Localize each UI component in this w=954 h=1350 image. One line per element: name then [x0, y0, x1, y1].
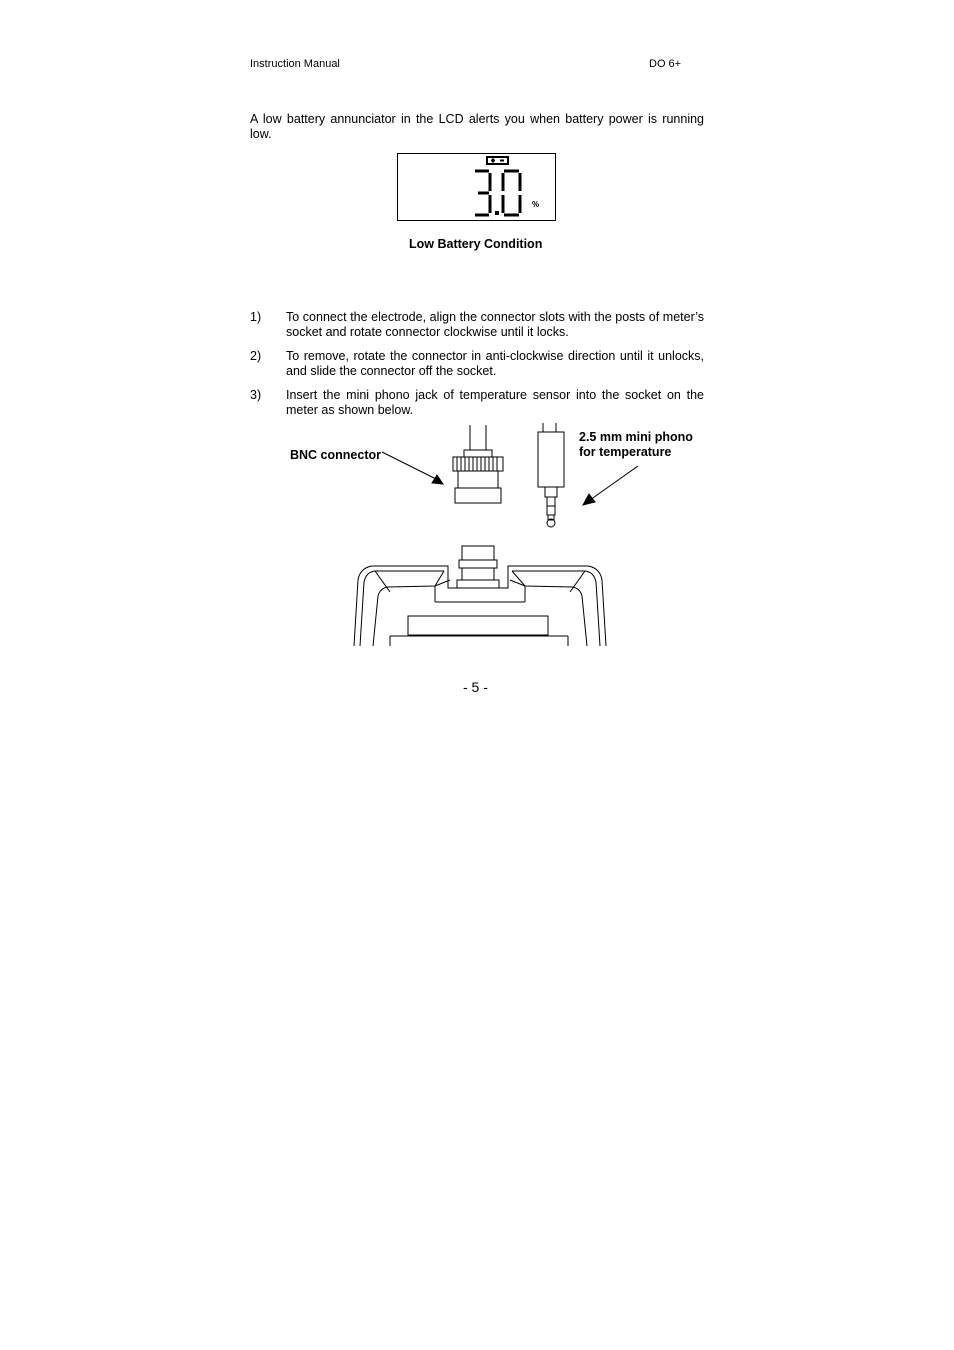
bnc-arrow — [382, 452, 443, 484]
step-text: To connect the electrode, align the connector slots with the posts of meter’s socket and rotate connector clockwise until it locks. — [286, 310, 704, 339]
step-number: 1) — [250, 310, 262, 324]
step-text: Insert the mini phono jack of temperature sensor into the socket on the meter as shown below. — [286, 388, 704, 417]
connector-diagram — [340, 420, 660, 646]
phono-label-line2: for temperature — [579, 445, 672, 459]
lcd-unit: % — [532, 200, 540, 209]
lcd-display — [397, 153, 556, 221]
low-battery-icon — [487, 157, 508, 164]
phono-arrow — [583, 466, 638, 505]
figure-caption: Low Battery Condition — [409, 237, 543, 251]
bnc-connector-label: BNC connector — [290, 448, 381, 462]
header-model: DO 6+ — [649, 58, 682, 70]
phono-label-line1: 2.5 mm mini phono — [579, 430, 693, 444]
page-number: - 5 - — [463, 679, 488, 695]
step-text: To remove, rotate the connector in anti-clockwise direction until it unlocks, and slide the connector off the socket. — [286, 349, 704, 378]
step-number: 2) — [250, 349, 262, 363]
phono-jack-graphic — [538, 423, 564, 527]
step-number: 3) — [250, 388, 262, 402]
header-title: Instruction Manual — [250, 58, 340, 70]
lcd-digits-graphic — [475, 171, 520, 215]
meter-graphic — [354, 546, 606, 646]
intro-paragraph: A low battery annunciator in the LCD alerts you when battery power is running low. — [250, 112, 704, 141]
bnc-connector-graphic — [453, 425, 503, 503]
